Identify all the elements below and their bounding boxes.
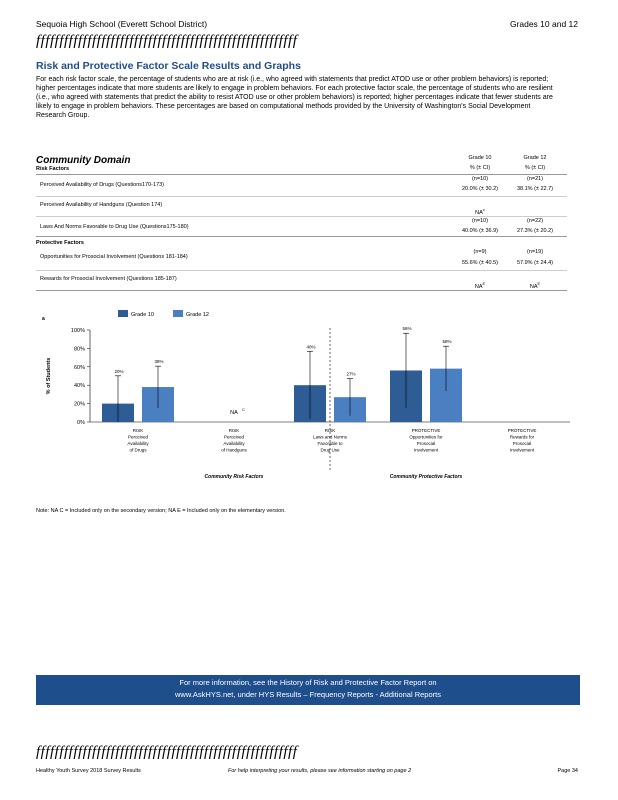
legend-label: Grade 12	[186, 312, 209, 318]
col-grade12-header: Grade 12	[523, 155, 547, 161]
data-label: 40%	[306, 344, 316, 350]
col-grade10-ci: % (± CI)	[469, 165, 491, 171]
category-label: Favorable to	[317, 441, 343, 446]
data-label: 38%	[154, 359, 164, 365]
category-label: Perceived	[223, 434, 245, 440]
category-label: Involvement	[509, 447, 535, 453]
grades-label: Grades 10 and 12	[509, 19, 578, 29]
legend-swatch	[173, 310, 183, 317]
col-grade10-header: Grade 10	[468, 155, 492, 161]
y-tick-label: 80%	[73, 346, 85, 353]
na-label: NA	[230, 410, 238, 416]
decorative-divider-bottom: ffffffffffffffffffffffffffffffffffffffffffffffffffffffff	[36, 744, 298, 760]
category-label: Rewards for	[509, 434, 535, 440]
table-cell-value: $NA^E$	[474, 281, 486, 290]
table-cell-value: $NA^c$	[475, 207, 485, 216]
protective-factors-header: Protective Factors	[36, 240, 84, 246]
table-cell-value: 38.1% (± 22.7)	[516, 186, 554, 192]
section-paragraph: For each risk factor scale, the percentage of students who are at risk (i.e., who agreed with statements that predict ATOD use or other problem behaviors) is reported; higher percentages indicate that more students are likely to engage in problem behaviors. For each protective factor scale, the percentage of students who are resilient (i.e., who agreed with statements that predict the ability to resist ATOD use or other problem behaviors) is reported; higher percentages indicate that fewer students are likely to engage in problem behaviors. These percentages are based on computational methods provided by the University of Washington's Social Development Research Group.	[36, 76, 553, 119]
table-row-label: Perceived Availability of Handguns (Question 174)	[40, 202, 163, 208]
category-label: RISK	[228, 428, 240, 433]
footer-page-number: Page 34	[557, 768, 578, 774]
data-label: 27%	[346, 371, 356, 377]
category-label: Prosocial	[512, 441, 532, 446]
data-label: 20%	[114, 368, 124, 374]
more-info-box	[36, 675, 580, 705]
table-cell-n: (n=19)	[526, 249, 544, 255]
category-label: Drug Use	[320, 447, 340, 453]
corner-mark: a	[42, 316, 45, 322]
data-label: 56%	[402, 326, 412, 332]
y-tick-label: 20%	[73, 401, 85, 408]
note-text: Note: NA C = Included only on the secondary version; NA E = Included only on the elementary version.	[36, 508, 286, 514]
category-label: Opportunities for	[409, 434, 443, 440]
decorative-divider-top: ffffffffffffffffffffffffffffffffffffffffffffffffffffffff	[36, 33, 298, 49]
table-cell-value: 40.0% (± 36.9)	[461, 228, 499, 234]
table-cell-value: 20.0% (± 30.2)	[461, 186, 499, 192]
category-label: PROTECTIVE	[507, 428, 537, 433]
table-cell-n: (n=10)	[471, 218, 489, 224]
category-label: RISK	[324, 428, 336, 433]
table-row-label: Opportunities for Prosocial Involvement (Questions 181-184)	[40, 254, 188, 260]
more-info-line2: www.AskHYS.net, under HYS Results – Frequency Reports - Additional Reports	[175, 690, 441, 699]
col-grade12-ci: % (± CI)	[524, 165, 546, 171]
domain-title: Community Domain	[36, 155, 131, 166]
y-tick-label: 60%	[73, 364, 85, 371]
table-row-label: Perceived Availability of Drugs (Questions170-173)	[40, 182, 165, 188]
table-cell-n: (n=9)	[473, 249, 487, 255]
category-label: PROTECTIVE	[411, 428, 441, 433]
category-label: Laws and Norms	[313, 434, 347, 440]
footer-survey-title: Healthy Youth Survey 2018 Survey Results	[36, 768, 141, 774]
table-cell-n: (n=10)	[471, 176, 489, 182]
y-axis-label: % of Students	[46, 357, 52, 395]
category-label: of Handguns	[221, 447, 247, 453]
section-title: Risk and Protective Factor Scale Results and Graphs	[36, 60, 301, 72]
school-name: Sequoia High School (Everett School District)	[36, 19, 208, 29]
table-row-label: Rewards for Prosocial Involvement (Questions 185-187)	[40, 276, 177, 282]
group-label-protective: Community Protective Factors	[389, 474, 463, 480]
legend-label: Grade 10	[131, 312, 154, 318]
category-label: RISK	[132, 428, 144, 433]
y-tick-label: 0%	[77, 420, 85, 426]
legend-swatch	[118, 310, 128, 317]
table-cell-value: 27.3% (± 20.2)	[516, 228, 554, 234]
table-cell-value: $NA^E$	[529, 281, 541, 290]
table-cell-value: 55.6% (± 40.5)	[461, 260, 499, 266]
data-label: 58%	[442, 339, 452, 345]
bar-chart	[30, 300, 590, 500]
y-tick-label: 100%	[70, 328, 85, 334]
table-cell-value: 57.9% (± 24.4)	[516, 260, 554, 266]
table-cell-n: (n=21)	[526, 176, 544, 182]
category-label: Prosocial	[416, 441, 436, 446]
footer-help-text: For help interpreting your results, please see information starting on page 2	[228, 768, 412, 774]
category-label: Involvement	[413, 447, 439, 453]
na-superscript: C	[242, 407, 245, 412]
table-row-label: Laws And Norms Favorable to Drug Use (Questions175-180)	[40, 224, 189, 230]
group-label-risk: Community Risk Factors	[204, 474, 264, 480]
risk-factors-header: Risk Factors	[36, 166, 70, 172]
category-label: Availability	[127, 441, 149, 446]
y-tick-label: 40%	[73, 383, 85, 390]
category-label: Availability	[223, 441, 245, 446]
more-info-line1: For more information, see the History of Risk and Protective Factor Report on	[179, 678, 437, 687]
category-label: of Drugs	[129, 447, 147, 453]
category-label: Perceived	[127, 434, 149, 440]
table-cell-n: (n=22)	[526, 218, 544, 224]
